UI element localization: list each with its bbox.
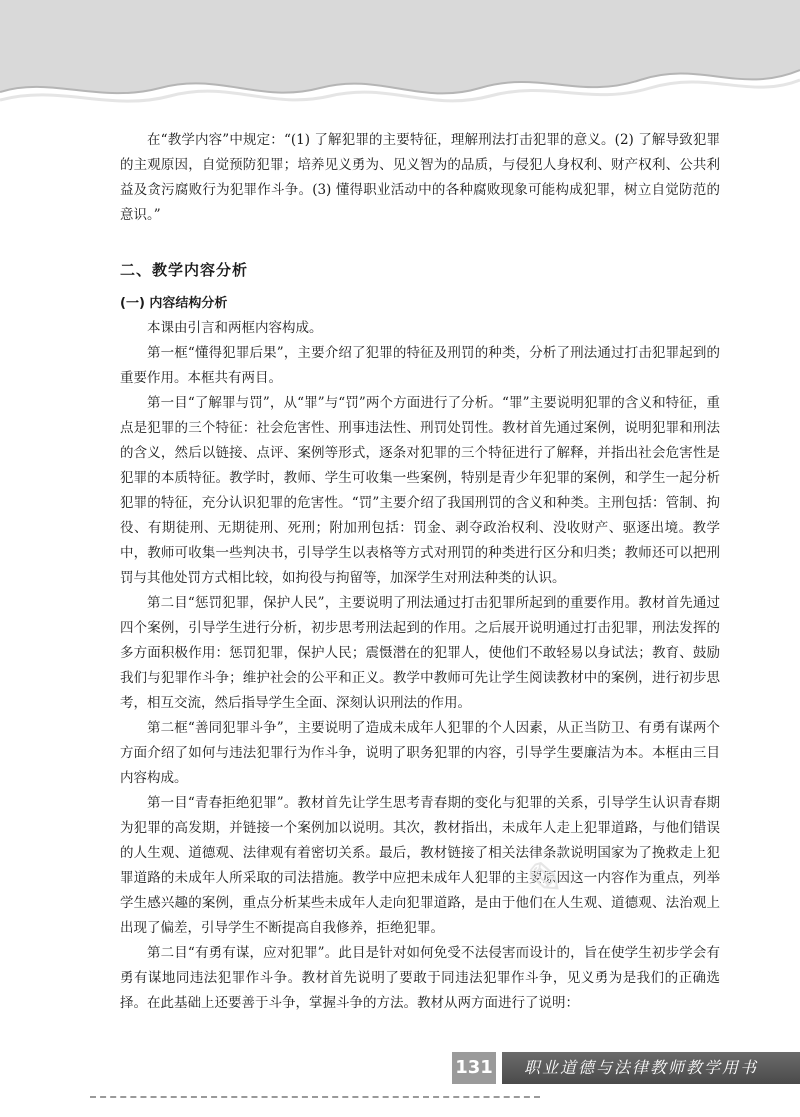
book-title-banner: 职业道德与法律教师教学用书 xyxy=(502,1052,800,1084)
faint-watermark: ✎ xyxy=(515,848,567,913)
decorative-wave-header xyxy=(0,0,800,120)
footer-dashed-divider xyxy=(90,1096,540,1098)
body-paragraph: 第一目“了解罪与罚”，从“罪”与“罚”两个方面进行了分析。“罪”主要说明犯罪的含义和特征，重点是犯罪的三个特征：社会危害性、刑事违法性、刑罚处罚性。教材首先通过案例，说明犯罪和刑法的含义，然后以链接、点评、案例等形式，逐条对犯罪的三个特征进行了解释，并指出社会危害性是犯罪的本质特征。教学时，教师、学生可收集一些案例，特别是青少年犯罪的案例，和学生一起分析犯罪的特征，充分认识犯罪的危害性。“罚”主要介绍了我国刑罚的含义和种类。主刑包括：管制、拘役、有期徒刑、无期徒刑、死刑；附加刑包括：罚金、剥夺政治权利、没收财产、驱逐出境。教学中，教师可收集一些判决书，引导学生以表格等方式对刑罚的种类进行区分和归类；教师还可以把刑罚与其他处罚方式相比较，如拘役与拘留等，加深学生对刑法种类的认识。 xyxy=(120,395,720,586)
intro-paragraph: 在“教学内容”中规定：“(1) 了解犯罪的主要特征，理解刑法打击犯罪的意义。(2) 了解导致犯罪的主观原因，自觉预防犯罪；培养见义勇为、见义智为的品质，与侵犯人身权利、财产权利、公共利益及贪污腐败行为犯罪作斗争。(3) 懂得职业活动中的各种腐败现象可能构成犯罪，树立自觉防范的意识。” xyxy=(120,132,720,223)
section-heading: 二、教学内容分析 xyxy=(120,261,249,279)
body-paragraph: 第一目“青春拒绝犯罪”。教材首先让学生思考青春期的变化与犯罪的关系，引导学生认识青春期为犯罪的高发期，并链接一个案例加以说明。其次，教材指出，未成年人走上犯罪道路，与他们错误的人生观、道德观、法律观有着密切关系。最后，教材链接了相关法律条款说明国家为了挽救走上犯罪道路的未成年人所采取的司法措施。教学中应把未成年人犯罪的主要原因这一内容作为重点，列举学生感兴趣的案例，重点分析某些未成年人走向犯罪道路，是由于他们在人生观、道德观、法治观上出现了偏差，引导学生不断提高自我修养，拒绝犯罪。 xyxy=(120,795,720,936)
body-paragraph: 第二目“惩罚犯罪，保护人民”，主要说明了刑法通过打击犯罪所起到的重要作用。教材首先通过四个案例，引导学生进行分析，初步思考刑法起到的作用。之后展开说明通过打击犯罪，刑法发挥的多方面积极作用：惩罚犯罪，保护人民；震慑潜在的犯罪人，使他们不敢轻易以身试法；教育、鼓励我们与犯罪作斗争；维护社会的公平和正义。教学中教师可先让学生阅读教材中的案例，进行初步思考，相互交流，然后指导学生全面、深刻认识刑法的作用。 xyxy=(120,595,720,711)
body-paragraph: 第二目“有勇有谋，应对犯罪”。此目是针对如何免受不法侵害而设计的，旨在使学生初步学会有勇有谋地同违法犯罪作斗争。教材首先说明了要敢于同违法犯罪作斗争，见义勇为是我们的正确选择。在此基础上还要善于斗争，掌握斗争的方法。教材从两方面进行了说明： xyxy=(120,945,720,1011)
subsection-heading: (一) 内容结构分析 xyxy=(120,296,228,311)
body-paragraph: 第二框“善同犯罪斗争”，主要说明了造成未成年人犯罪的个人因素，从正当防卫、有勇有谋两个方面介绍了如何与违法犯罪行为作斗争，说明了职务犯罪的内容，引导学生要廉洁为本。本框由三目内容构成。 xyxy=(120,720,720,786)
page-number: 131 xyxy=(452,1052,496,1084)
body-paragraph: 第一框“懂得犯罪后果”，主要介绍了犯罪的特征及刑罚的种类，分析了刑法通过打击犯罪起到的重要作用。本框共有两目。 xyxy=(120,345,720,386)
main-content xyxy=(120,128,720,1016)
body-paragraph: 本课由引言和两框内容构成。 xyxy=(147,320,323,336)
